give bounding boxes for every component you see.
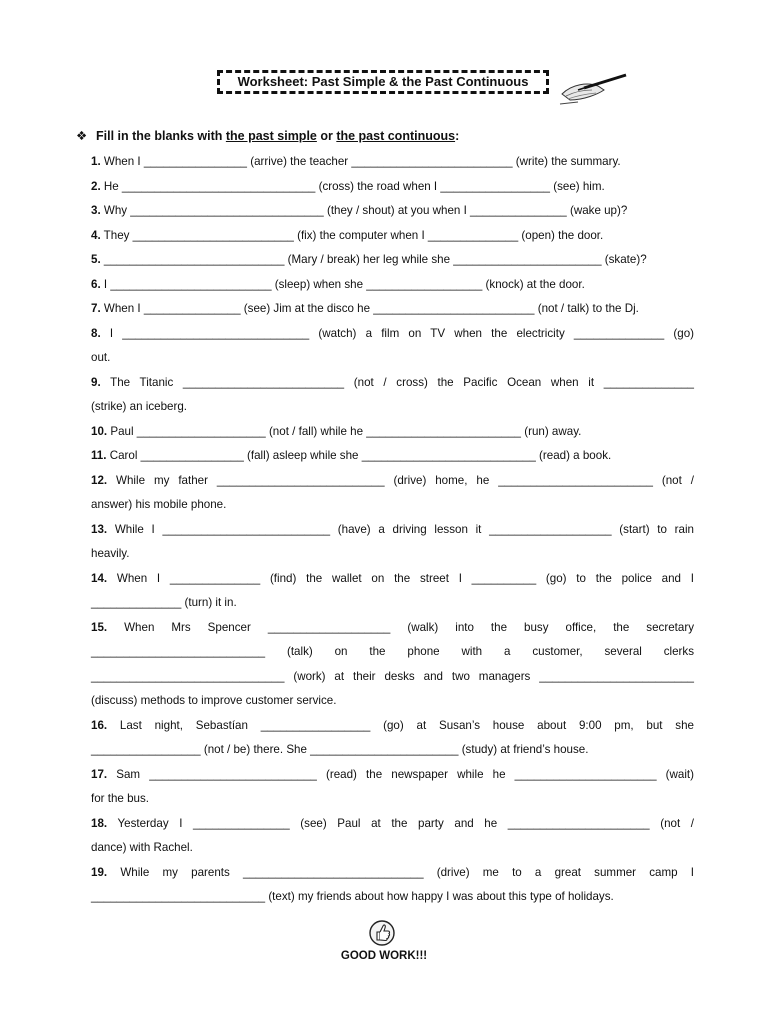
exercise-item: [91, 297, 694, 322]
item-number: 8.: [91, 326, 101, 340]
item-text: Sam __________________________ (read) the newspaper while he ______________________ (wait): [107, 767, 694, 781]
item-text: ____________________________ (Mary / break) her leg while she _______________________ (skate)?: [100, 253, 647, 266]
footer-text: GOOD WORK!!!: [340, 950, 428, 962]
term-past-continuous: the past continuous: [336, 129, 456, 143]
exercise-item-continuation: [91, 885, 694, 910]
item-number: 5.: [91, 253, 101, 266]
item-number: 12.: [91, 473, 108, 487]
exercise-item: [91, 714, 694, 739]
item-text: for the bus.: [91, 792, 150, 805]
item-text: ___________________________ (talk) on the phone with a customer, several clerks: [91, 645, 694, 658]
item-number: 6.: [91, 277, 101, 291]
exercise-item: [91, 444, 694, 469]
instruction: ❖ Fill in the blanks with the past simple or the past continuous:: [76, 129, 460, 143]
item-number: 1.: [91, 155, 101, 168]
hand-writing-pen-icon: [558, 72, 628, 106]
exercise-item: [91, 567, 694, 592]
exercise-item-continuation: [91, 787, 694, 812]
exercise-item: [91, 273, 694, 298]
item-text: When Mrs Spencer ___________________ (walk) into the busy office, the secretary: [107, 620, 694, 634]
item-text: Why ______________________________ (they / shout) at you when I _______________ (wake up)?: [100, 204, 628, 217]
worksheet-title: Worksheet: Past Simple & the Past Continuous: [237, 74, 529, 89]
item-text: I _________________________ (sleep) when she __________________ (knock) at the door.: [100, 277, 585, 291]
item-number: 3.: [91, 204, 101, 217]
exercise-item-continuation: [91, 493, 694, 518]
exercise-item: [91, 199, 694, 224]
exercise-item: [91, 616, 694, 641]
exercise-item: [91, 861, 694, 886]
item-text: He ______________________________ (cross) the road when I _________________ (see) him.: [100, 179, 605, 193]
exercise-item-continuation: [91, 738, 694, 763]
exercise-item: [91, 322, 694, 347]
exercise-item: [91, 371, 694, 396]
bullet-icon: ❖: [76, 129, 88, 143]
item-text: ______________________________ (work) at their desks and two managers ________________________: [91, 669, 694, 683]
item-text: While my father __________________________ (drive) home, he ________________________ (not /: [107, 473, 694, 487]
exercise-item: [91, 812, 694, 837]
exercise-item-continuation: [91, 591, 694, 616]
item-text: (discuss) methods to improve customer service.: [91, 694, 337, 707]
item-text: ___________________________ (text) my friends about how happy I was about this type of holidays.: [91, 890, 614, 903]
item-text: ______________ (turn) it in.: [91, 596, 237, 609]
exercise-item-continuation: [91, 542, 694, 567]
item-number: 18.: [91, 816, 108, 830]
exercise-item-continuation: [91, 665, 694, 690]
item-text: When I ______________ (find) the wallet on the street I __________ (go) to the police and I: [107, 571, 694, 585]
exercise-item: [91, 175, 694, 200]
exercise-item: [91, 763, 694, 788]
exercise-item-continuation: [91, 395, 694, 420]
item-text: I _____________________________ (watch) a film on TV when the electricity ______________ (go): [100, 326, 694, 340]
item-text: Paul ____________________ (not / fall) while he ________________________ (run) away.: [107, 424, 582, 438]
item-number: 11.: [91, 449, 107, 462]
exercise-item-continuation: [91, 346, 694, 371]
exercise-item-continuation: [91, 689, 694, 714]
exercise-item: [91, 224, 694, 249]
item-text: When I _______________ (see) Jim at the disco he _________________________ (not / talk) to the Dj.: [100, 302, 639, 315]
item-number: 7.: [91, 302, 101, 315]
worksheet-title-box: [217, 70, 549, 94]
item-text: They _________________________ (fix) the computer when I ______________ (open) the door.: [100, 228, 604, 242]
item-number: 16.: [91, 718, 108, 732]
item-text: answer) his mobile phone.: [91, 498, 227, 511]
item-number: 13.: [91, 522, 108, 536]
item-number: 15.: [91, 620, 108, 634]
exercise-list: [91, 150, 694, 910]
item-number: 10.: [91, 424, 108, 438]
item-number: 17.: [91, 767, 108, 781]
item-number: 19.: [91, 865, 108, 879]
item-number: 9.: [91, 375, 101, 389]
item-text: (strike) an iceberg.: [91, 400, 188, 413]
item-text: While my parents ____________________________ (drive) me to a great summer camp I: [107, 865, 694, 879]
exercise-item: [91, 248, 694, 273]
item-text: Yesterday I _______________ (see) Paul at the party and he ______________________ (not /: [107, 816, 694, 830]
item-text: _________________ (not / be) there. She _______________________ (study) at friend’s house.: [91, 743, 589, 756]
item-text: Carol ________________ (fall) asleep while she ___________________________ (read) a book.: [106, 449, 612, 462]
exercise-item: [91, 420, 694, 445]
exercise-item: [91, 150, 694, 175]
item-text: The Titanic _________________________ (not / cross) the Pacific Ocean when it ______________: [100, 375, 694, 389]
item-number: 4.: [91, 228, 101, 242]
item-number: 14.: [91, 571, 108, 585]
item-text: While I __________________________ (have) a driving lesson it ___________________ (start) to rain: [107, 522, 694, 536]
term-past-simple: the past simple: [225, 129, 317, 143]
item-text: When I ________________ (arrive) the teacher _________________________ (write) the summary.: [100, 155, 621, 168]
exercise-item-continuation: [91, 836, 694, 861]
exercise-item: [91, 518, 694, 543]
exercise-item-continuation: [91, 640, 694, 665]
exercise-item: [91, 469, 694, 494]
item-text: Last night, Sebastían _________________ (go) at Susan’s house about 9:00 pm, but she: [107, 718, 694, 732]
item-text: dance) with Rachel.: [91, 841, 193, 854]
item-number: 2.: [91, 179, 101, 193]
thumbs-up-icon: [369, 919, 395, 947]
item-text: out.: [91, 351, 111, 364]
item-text: heavily.: [91, 547, 130, 560]
